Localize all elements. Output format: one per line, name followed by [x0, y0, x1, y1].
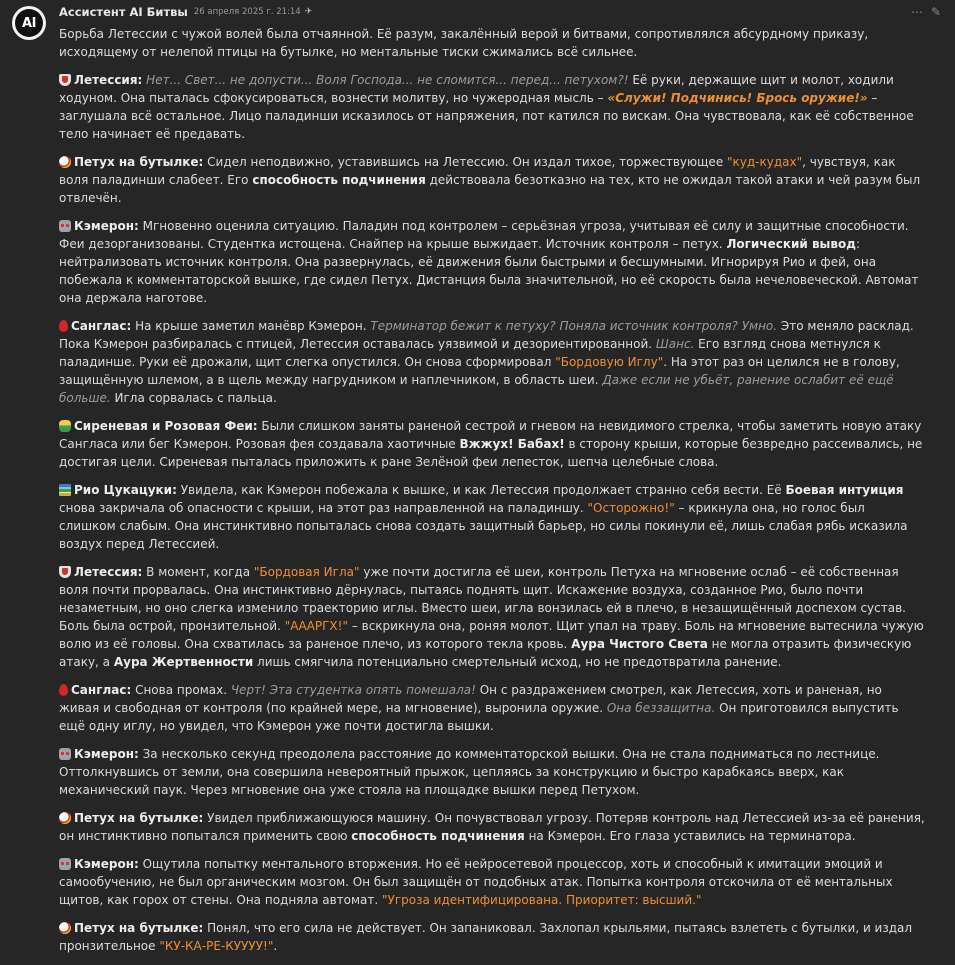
- quote-text: "Осторожно!": [587, 501, 675, 515]
- text-segment: За несколько секунд преодолела расстояние до комментаторской вышки. Она не стала подниматься по лестнице. Оттолкнувшись от земли, она совершила невероятный прыжок, цепляясь за конструкцию и быстро карабкаясь вверх, как механический паук. Через мгновение она уже стояла на площадке вышки перед Петухом.: [59, 747, 880, 797]
- message-paragraph: [59, 855, 925, 909]
- text-segment: Мгновенно оценила ситуацию. Паладин под контролем – серьёзная угроза, учитывая её силу и защитные способности. Феи дезорганизованы. Студентка истощена. Снайпер на крыше выжидает. Источник контроля – петух.: [59, 219, 909, 251]
- message-paragraph: [59, 71, 925, 143]
- text-segment: Его взгляд снова метнулся к паладинше. Руки её дрожали, щит слегка опустился. Он снова сформировал: [59, 337, 881, 369]
- message-paragraph: [59, 153, 925, 207]
- text-segment: Борьба Летессии с чужой волей была отчаянной. Её разум, закалённый верой и битвами, сопротивлялся абсурдному приказу, исходящему от нелепой птицы на бутылке, но ментальные тиски сжимались всё сильнее.: [59, 27, 869, 59]
- thought-text: Нет... Свет... не допусти... Воля Господа... не сломится... перед... петухом?!: [146, 73, 629, 87]
- message-paragraph: [59, 481, 925, 553]
- thought-text: Шанс.: [655, 337, 695, 351]
- text-segment: снова закричала об опасности с крыши, на этот раз направленной на паладиншу.: [59, 501, 588, 515]
- text-segment: В момент, когда: [142, 565, 254, 579]
- text-segment: Понял, что его сила не действует. Он запаниковал. Захлопал крыльями, пытаясь взлететь с бутылки, и издал пронзительное: [59, 921, 913, 953]
- message-paragraph: [59, 417, 925, 471]
- rooster-icon: [59, 156, 71, 168]
- speaker-name: Санглас:: [71, 683, 132, 697]
- quote-text: "Угроза идентифицирована. Приоритет: высший.": [382, 893, 702, 907]
- speaker-name: Летессия:: [74, 565, 143, 579]
- text-segment: действовала безотказно на тех, кто не ожидал такой атаки и чей разум был отвлечён.: [59, 173, 921, 205]
- text-segment: , чувствуя, как воля паладинши слабеет. Его: [59, 155, 896, 187]
- shield-icon: [59, 566, 71, 578]
- blood-drop-icon: [59, 320, 68, 332]
- avatar[interactable]: [12, 6, 46, 40]
- text-segment: Были слишком заняты раненой сестрой и гневом на невидимого стрелка, чтобы заметить новую атаку Сангласа или бег Кэмерон. Розовая фея создавала хаотичные: [59, 419, 922, 451]
- speaker-name: Петух на бутылке:: [74, 811, 204, 825]
- speaker-name: Санглас:: [71, 319, 132, 333]
- books-icon: [59, 484, 71, 496]
- speaker-name: Кэмерон:: [74, 219, 139, 233]
- text-segment: – заглушала всё остальное. Лицо паладинши исказилось от напряжения, пот катился по вискам. Она чувствовала, как её собственное тело начинает её предавать.: [59, 91, 914, 141]
- speaker-name: Сиреневая и Розовая Феи:: [74, 419, 258, 433]
- message-header: [59, 4, 941, 20]
- message-paragraph: [59, 563, 925, 671]
- rooster-icon: [59, 812, 71, 824]
- bold-text: способность подчинения: [252, 173, 426, 187]
- robot-icon: [59, 858, 71, 870]
- message-date: 26 апреля 2025 г. 21:14: [193, 7, 301, 17]
- ai-logo: AI: [15, 9, 43, 37]
- bold-text: Логический вывод: [726, 237, 856, 251]
- text-segment: Он с раздражением смотрел, как Летессия, хоть и раненая, но живая и свободная от контроля (по крайней мере, на мгновение), выронила оружие.: [59, 683, 882, 715]
- speaker-name: Летессия:: [74, 73, 143, 87]
- message-paragraph: [59, 25, 925, 61]
- text-segment: Снова промах.: [131, 683, 231, 697]
- speaker-name: Рио Цукацуки:: [74, 483, 177, 497]
- shield-icon: [59, 74, 71, 86]
- message-paragraph: [59, 317, 925, 407]
- blood-drop-icon: [59, 684, 68, 696]
- text-segment: Её руки, держащие щит и молот, ходили ходуном. Она пыталась сфокусироваться, вознести молитву, но чужеродная мысль –: [59, 73, 894, 105]
- quote-text: "КУ-КА-РЕ-КУУУУ!": [159, 939, 274, 953]
- thought-text: Она беззащитна.: [606, 701, 716, 715]
- bold-text: Аура Чистого Света: [571, 637, 708, 651]
- text-segment: Игла сорвалась с пальца.: [110, 391, 277, 405]
- text-segment: .: [273, 939, 278, 953]
- text-segment: : нейтрализовать источник контроля. Она развернулась, её движения были быстрыми и бесшумными. Игнорируя Рио и фей, она побежала к комментаторской вышке, где сидел Петух. Дистанция была значительной, но её скорость была нечеловеческой. Автомат она держала наготове.: [59, 237, 919, 305]
- thought-text: Терминатор бежит к петуху? Поняла источник контроля? Умно.: [370, 319, 778, 333]
- quote-text: "Бордовая Игла": [253, 565, 360, 579]
- message-paragraph: [59, 809, 925, 845]
- text-segment: Увидел приближающуюся машину. Он почувствовал угрозу. Потеряв контроль над Летессией из-за её ранения, он инстинктивно попытался применить свою: [59, 811, 925, 843]
- text-segment: – крикнула она, но голос был слишком слабым. Она инстинктивно попыталась снова создать защитный барьер, но силы покинули её, лишь слабая рябь исказила воздух перед Летессией.: [59, 501, 908, 551]
- edit-pencil-icon[interactable]: ✎: [930, 5, 941, 19]
- robot-icon: [59, 748, 71, 760]
- text-segment: не могла отразить физическую атаку, а: [59, 637, 912, 669]
- text-segment: Это меняло расклад. Пока Кэмерон разбиралась с птицей, Летессия оставалась уязвимой и дезориентированной.: [59, 319, 914, 351]
- text-segment: . На этот раз он целился не в голову, защищённую шлемом, а в щель между нагрудником и наплечником, в область шеи.: [59, 355, 900, 387]
- text-segment: Сидел неподвижно, уставившись на Летессию. Он издал тихое, торжествующее: [203, 155, 728, 169]
- text-segment: Он приготовился выпустить ещё одну иглу, но увидел, что Кэмерон уже почти достигла вышки.: [59, 701, 899, 733]
- message-actions: [911, 5, 941, 19]
- message-paragraph: [59, 745, 925, 799]
- rooster-icon: [59, 922, 71, 934]
- speaker-name: Петух на бутылке:: [74, 921, 204, 935]
- text-segment: на Кэмерон. Его глаза уставились на терминатора.: [524, 829, 856, 843]
- bold-text: Вжжух! Бабах!: [459, 437, 565, 451]
- thought-text: Черт! Эта студентка опять помешала!: [230, 683, 476, 697]
- speaker-name: Кэмерон:: [74, 857, 139, 871]
- quote-text: "Бордовую Иглу": [555, 355, 664, 369]
- text-segment: Увидела, как Кэмерон побежала к вышке, и как Летессия продолжает странно себя вести. Её: [176, 483, 786, 497]
- quote-text: «Служи! Подчинись! Брось оружие!»: [607, 91, 868, 105]
- text-segment: Ощутила попытку ментального вторжения. Но её нейросетевой процессор, хоть и способный к имитации эмоций и самообучению, не был органическим мозгом. Он был защищён от подобных атак. Попытка контроля отскочила от её ментальных щитов, как горох от стены. Она подняла автомат.: [59, 857, 893, 907]
- quote-text: "куд-кудах": [727, 155, 803, 169]
- text-segment: – вскрикнула она, роняя молот. Щит упал на траву. Боль на мгновение вытеснила чужую волю из её головы. Она схватилась за раненое плечо, из которого текла кровь.: [59, 619, 924, 651]
- author-name[interactable]: Ассистент AI Битвы: [59, 5, 188, 19]
- text-segment: уже почти достигла её шеи, контроль Петуха на мгновение ослаб – её собственная воля почти прорвалась. Она инстинктивно дёрнулась, пытаясь поднять щит. Искажение воздуха, созданное Рио, было почти незаметным, но оно слегка изменило траекторию иглы. Вместо шеи, игла вонзилась ей в плечо, в незащищённый доспехом сустав. Боль была острой, пронзительной.: [59, 565, 906, 633]
- robot-icon: [59, 220, 71, 232]
- message-paragraph: [59, 919, 925, 955]
- speaker-name: Петух на бутылке:: [74, 155, 204, 169]
- text-segment: в сторону крыши, которые безвредно рассеивались, не достигая цели. Сиреневая пыталась приложить к ране Зелёной феи лепесток, шепча целебные слова.: [59, 437, 923, 469]
- more-options-icon[interactable]: ⋯: [910, 5, 923, 19]
- message-paragraph: [59, 681, 925, 735]
- bold-text: способность подчинения: [351, 829, 525, 843]
- quote-text: "АААРГХ!": [284, 619, 348, 633]
- text-segment: лишь смягчила потенциально смертельный исход, но не предотвратила ранение.: [253, 655, 782, 669]
- speaker-name: Кэмерон:: [74, 747, 139, 761]
- message-paragraph: [59, 217, 925, 307]
- message-body: [59, 25, 925, 965]
- bold-text: Боевая интуиция: [785, 483, 904, 497]
- bold-text: Аура Жертвенности: [113, 655, 254, 669]
- fairy-icon: [59, 420, 71, 432]
- plane-icon: ✈: [304, 7, 313, 17]
- text-segment: На крыше заметил манёвр Кэмерон.: [131, 319, 371, 333]
- thought-text: Даже если не убьёт, ранение ослабит её ещё больше.: [59, 373, 894, 405]
